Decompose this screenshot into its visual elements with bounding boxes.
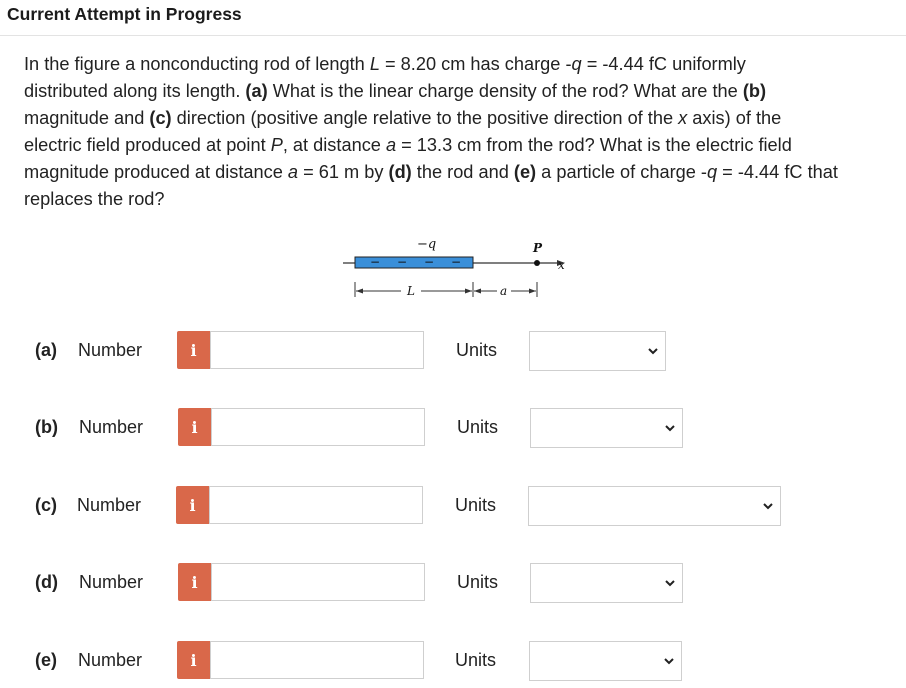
info-button[interactable]: i: [177, 641, 210, 679]
rod-sign: −: [424, 255, 435, 269]
header-bar: [0, 0, 906, 36]
chevron-down-icon: [762, 499, 774, 513]
rod-figure: [335, 234, 575, 300]
chevron-down-icon: [663, 654, 675, 668]
number-label: Number: [79, 417, 144, 437]
rod-diagram: [335, 234, 575, 300]
info-button[interactable]: i: [177, 331, 210, 369]
units-label: Units: [457, 572, 499, 592]
charge-label: −q: [417, 237, 437, 252]
page-title: Current Attempt in Progress: [7, 4, 242, 24]
rod-sign: −: [397, 255, 408, 269]
distance-label: a: [500, 284, 508, 298]
units-select-a[interactable]: [529, 331, 666, 371]
answer-row-e: [0, 640, 906, 682]
number-label: Number: [78, 340, 143, 360]
number-input-c[interactable]: [209, 486, 423, 524]
answer-row-a: [0, 330, 906, 372]
units-label: Units: [457, 417, 499, 437]
number-label: Number: [78, 650, 143, 670]
rod-sign: −: [451, 255, 462, 269]
info-button[interactable]: i: [178, 408, 211, 446]
number-input-d[interactable]: [211, 563, 425, 601]
distance-arrow-left: [474, 289, 481, 294]
info-button[interactable]: i: [178, 563, 211, 601]
part-label: (d): [35, 572, 58, 592]
units-select-b[interactable]: [530, 408, 683, 448]
question-text: [24, 51, 896, 213]
chevron-down-icon: [664, 421, 676, 435]
length-arrow-left: [356, 289, 363, 294]
chevron-down-icon: [647, 344, 659, 358]
part-label: (b): [35, 417, 58, 437]
question-line: magnitude produced at distance a = 61 m by (d) the rod and (e) a particle of charge -q = -4.44 fC that: [24, 162, 838, 182]
point-p-marker: [534, 260, 540, 266]
point-p-label: P: [533, 241, 543, 255]
info-button[interactable]: i: [176, 486, 209, 524]
answer-row-d: [0, 562, 906, 604]
x-axis-label: x: [558, 258, 565, 272]
length-label: L: [407, 284, 415, 298]
question-line: replaces the rod?: [24, 189, 165, 209]
number-label: Number: [79, 572, 144, 592]
units-select-d[interactable]: [530, 563, 683, 603]
number-input-a[interactable]: [210, 331, 424, 369]
units-select-c[interactable]: [528, 486, 781, 526]
length-arrow-right: [465, 289, 472, 294]
rod-sign: −: [370, 255, 381, 269]
units-label: Units: [456, 340, 498, 360]
part-label: (e): [35, 650, 57, 670]
number-input-e[interactable]: [210, 641, 424, 679]
question-line: electric field produced at point P, at distance a = 13.3 cm from the rod? What is the electric field: [24, 135, 792, 155]
number-input-b[interactable]: [211, 408, 425, 446]
units-label: Units: [455, 495, 497, 515]
part-label: (a): [35, 340, 57, 360]
chevron-down-icon: [664, 576, 676, 590]
part-label: (c): [35, 495, 57, 515]
question-line: In the figure a nonconducting rod of length L = 8.20 cm has charge -q = -4.44 fC uniformly: [24, 54, 746, 74]
distance-arrow-right: [529, 289, 536, 294]
units-select-e[interactable]: [529, 641, 682, 681]
question-line: magnitude and (c) direction (positive angle relative to the positive direction of the x axis) of the: [24, 108, 782, 128]
units-label: Units: [455, 650, 497, 670]
answer-row-c: [0, 485, 906, 527]
number-label: Number: [77, 495, 142, 515]
answer-row-b: [0, 407, 906, 449]
question-line: distributed along its length. (a) What is the linear charge density of the rod? What are the (b): [24, 81, 767, 101]
